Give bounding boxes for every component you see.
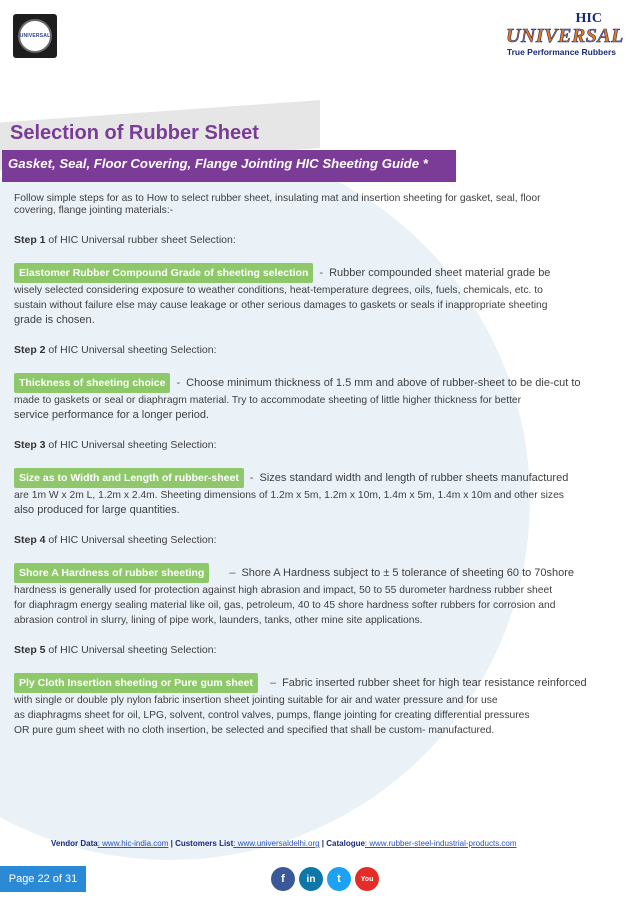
customers-link[interactable]: : www.universaldelhi.org [233, 839, 320, 848]
step-5-tag: Ply Cloth Insertion sheeting or Pure gum sheet [14, 673, 258, 693]
catalogue-label: Catalogue [326, 839, 365, 848]
vendor-label: Vendor Data [51, 839, 98, 848]
step-heading-text: of HIC Universal sheeting Selection: [45, 644, 217, 656]
linkedin-glyph: in [306, 873, 316, 885]
page-title: Selection of Rubber Sheet [10, 122, 259, 144]
logo-brand: UNIVERSAL [506, 25, 624, 47]
step-5-line: OR pure gum sheet with no cloth insertion, be selected and specified that shall be custom- manufactured. [14, 725, 495, 736]
linkedin-icon[interactable] [299, 867, 323, 891]
step-3-tag: Size as to Width and Length of rubber-sheet [14, 468, 244, 488]
step-3-row [14, 468, 626, 488]
separator: – [269, 677, 277, 689]
step-1-line: wisely selected considering exposure to weather conditions, heat-temperature degrees, oils, fuels, chemicals, etc. to [14, 285, 543, 296]
youtube-icon[interactable] [355, 867, 379, 891]
catalogue-link[interactable]: : www.rubber-steel-industrial-products.com [364, 839, 517, 848]
step-3-line: also produced for large quantities. [14, 504, 180, 516]
logo-text: UNIVERSAL [19, 33, 51, 39]
separator: – [229, 567, 236, 579]
vendor-link[interactable]: : www.hic-india.com [97, 839, 169, 848]
step-1-heading [14, 234, 626, 247]
step-4-line: hardness is generally used for protection against high abrasion and impact, 50 to 55 durometer hardness rubber sheet [14, 585, 553, 596]
step-3-line: Sizes standard width and length of rubber sheets manufactured [259, 472, 569, 484]
subtitle-banner [2, 150, 456, 182]
step-1-line: grade is chosen. [14, 314, 95, 326]
step-1-line: Rubber compounded sheet material grade be [329, 267, 551, 279]
step-heading-text: of HIC Universal sheeting Selection: [45, 534, 217, 546]
step-label: Step 5 [14, 644, 46, 656]
step-2-row [14, 373, 626, 393]
youtube-glyph: You [360, 875, 374, 883]
step-2-line: service performance for a longer period. [14, 409, 210, 421]
step-heading-text: of HIC Universal rubber sheet Selection: [45, 234, 236, 246]
step-2-line: made to gaskets or seal or diaphragm material. Try to accommodate sheeting of little higher thickness for better [14, 395, 522, 406]
step-4-line: Shore A Hardness subject to ± 5 tolerance of sheeting 60 to 70shore [241, 567, 575, 579]
facebook-glyph: f [281, 873, 285, 885]
step-5-heading [14, 644, 626, 657]
step-3-line: are 1m W x 2m L, 1.2m x 2.4m. Sheeting dimensions of 1.2m x 5m, 1.2m x 10m, 1.4m x 5m, 1.4m x 10m and other sizes [14, 490, 564, 501]
footer-divider: | [319, 839, 327, 848]
step-label: Step 2 [14, 344, 46, 356]
logo-hic: HIC [575, 11, 602, 26]
separator: - [249, 472, 254, 484]
step-heading-text: of HIC Universal sheeting Selection: [45, 439, 217, 451]
footer-divider: | [168, 839, 176, 848]
hic-universal-logo [506, 11, 624, 57]
step-4-row [14, 563, 626, 583]
step-1-line: sustain without failure else may cause leakage or other serious damages to gaskets or seals if inappropriate sheeting [14, 300, 548, 311]
step-heading-text: of HIC Universal sheeting Selection: [45, 344, 217, 356]
step-label: Step 4 [14, 534, 46, 546]
page-subtitle: Gasket, Seal, Floor Covering, Flange Jointing HIC Sheeting Guide * [8, 156, 428, 171]
step-2-tag: Thickness of sheeting choice [14, 373, 170, 393]
guide-content [14, 193, 626, 738]
step-2-line: Choose minimum thickness of 1.5 mm and above of rubber-sheet to be die-cut to [186, 377, 581, 389]
step-4-line: abrasion control in slurry, lining of pipe work, launders, tanks, other mine site applications. [14, 615, 423, 626]
step-5-line: Fabric inserted rubber sheet for high tear resistance reinforced [282, 677, 587, 689]
page-number: Page 22 of 31 [0, 866, 86, 892]
step-label: Step 1 [14, 234, 46, 246]
twitter-icon[interactable] [327, 867, 351, 891]
separator: - [319, 267, 324, 279]
step-5-line: with single or double ply nylon fabric insertion sheet jointing suitable for air and water pressure and for use [14, 695, 498, 706]
separator: - [176, 377, 181, 389]
step-5-line: as diaphragms sheet for oil, LPG, solvent, control valves, pumps, flange jointing for creating differential pressures [14, 710, 530, 721]
customers-label: Customers List [175, 839, 234, 848]
facebook-icon[interactable] [271, 867, 295, 891]
logo-tagline: True Performance Rubbers [506, 47, 616, 57]
step-4-line: for diaphragm energy sealing material like oil, gas, petroleum, 40 to 45 shore hardness softer rubbers for corrosion and [14, 600, 556, 611]
step-5-row [14, 673, 626, 693]
step-4-heading [14, 534, 626, 547]
universal-logo-left [13, 14, 57, 58]
step-1-tag: Elastomer Rubber Compound Grade of sheeting selection [14, 263, 313, 283]
step-1-row [14, 263, 626, 283]
step-label: Step 3 [14, 439, 46, 451]
step-4-tag: Shore A Hardness of rubber sheeting [14, 563, 209, 583]
step-3-heading [14, 439, 626, 452]
footer-links [51, 839, 517, 848]
twitter-glyph: t [337, 873, 341, 885]
intro-text: Follow simple steps for as to How to select rubber sheet, insulating mat and insertion sheeting for gasket, seal, floor covering, flange jointing materials:- [14, 193, 541, 216]
step-2-heading [14, 344, 626, 357]
